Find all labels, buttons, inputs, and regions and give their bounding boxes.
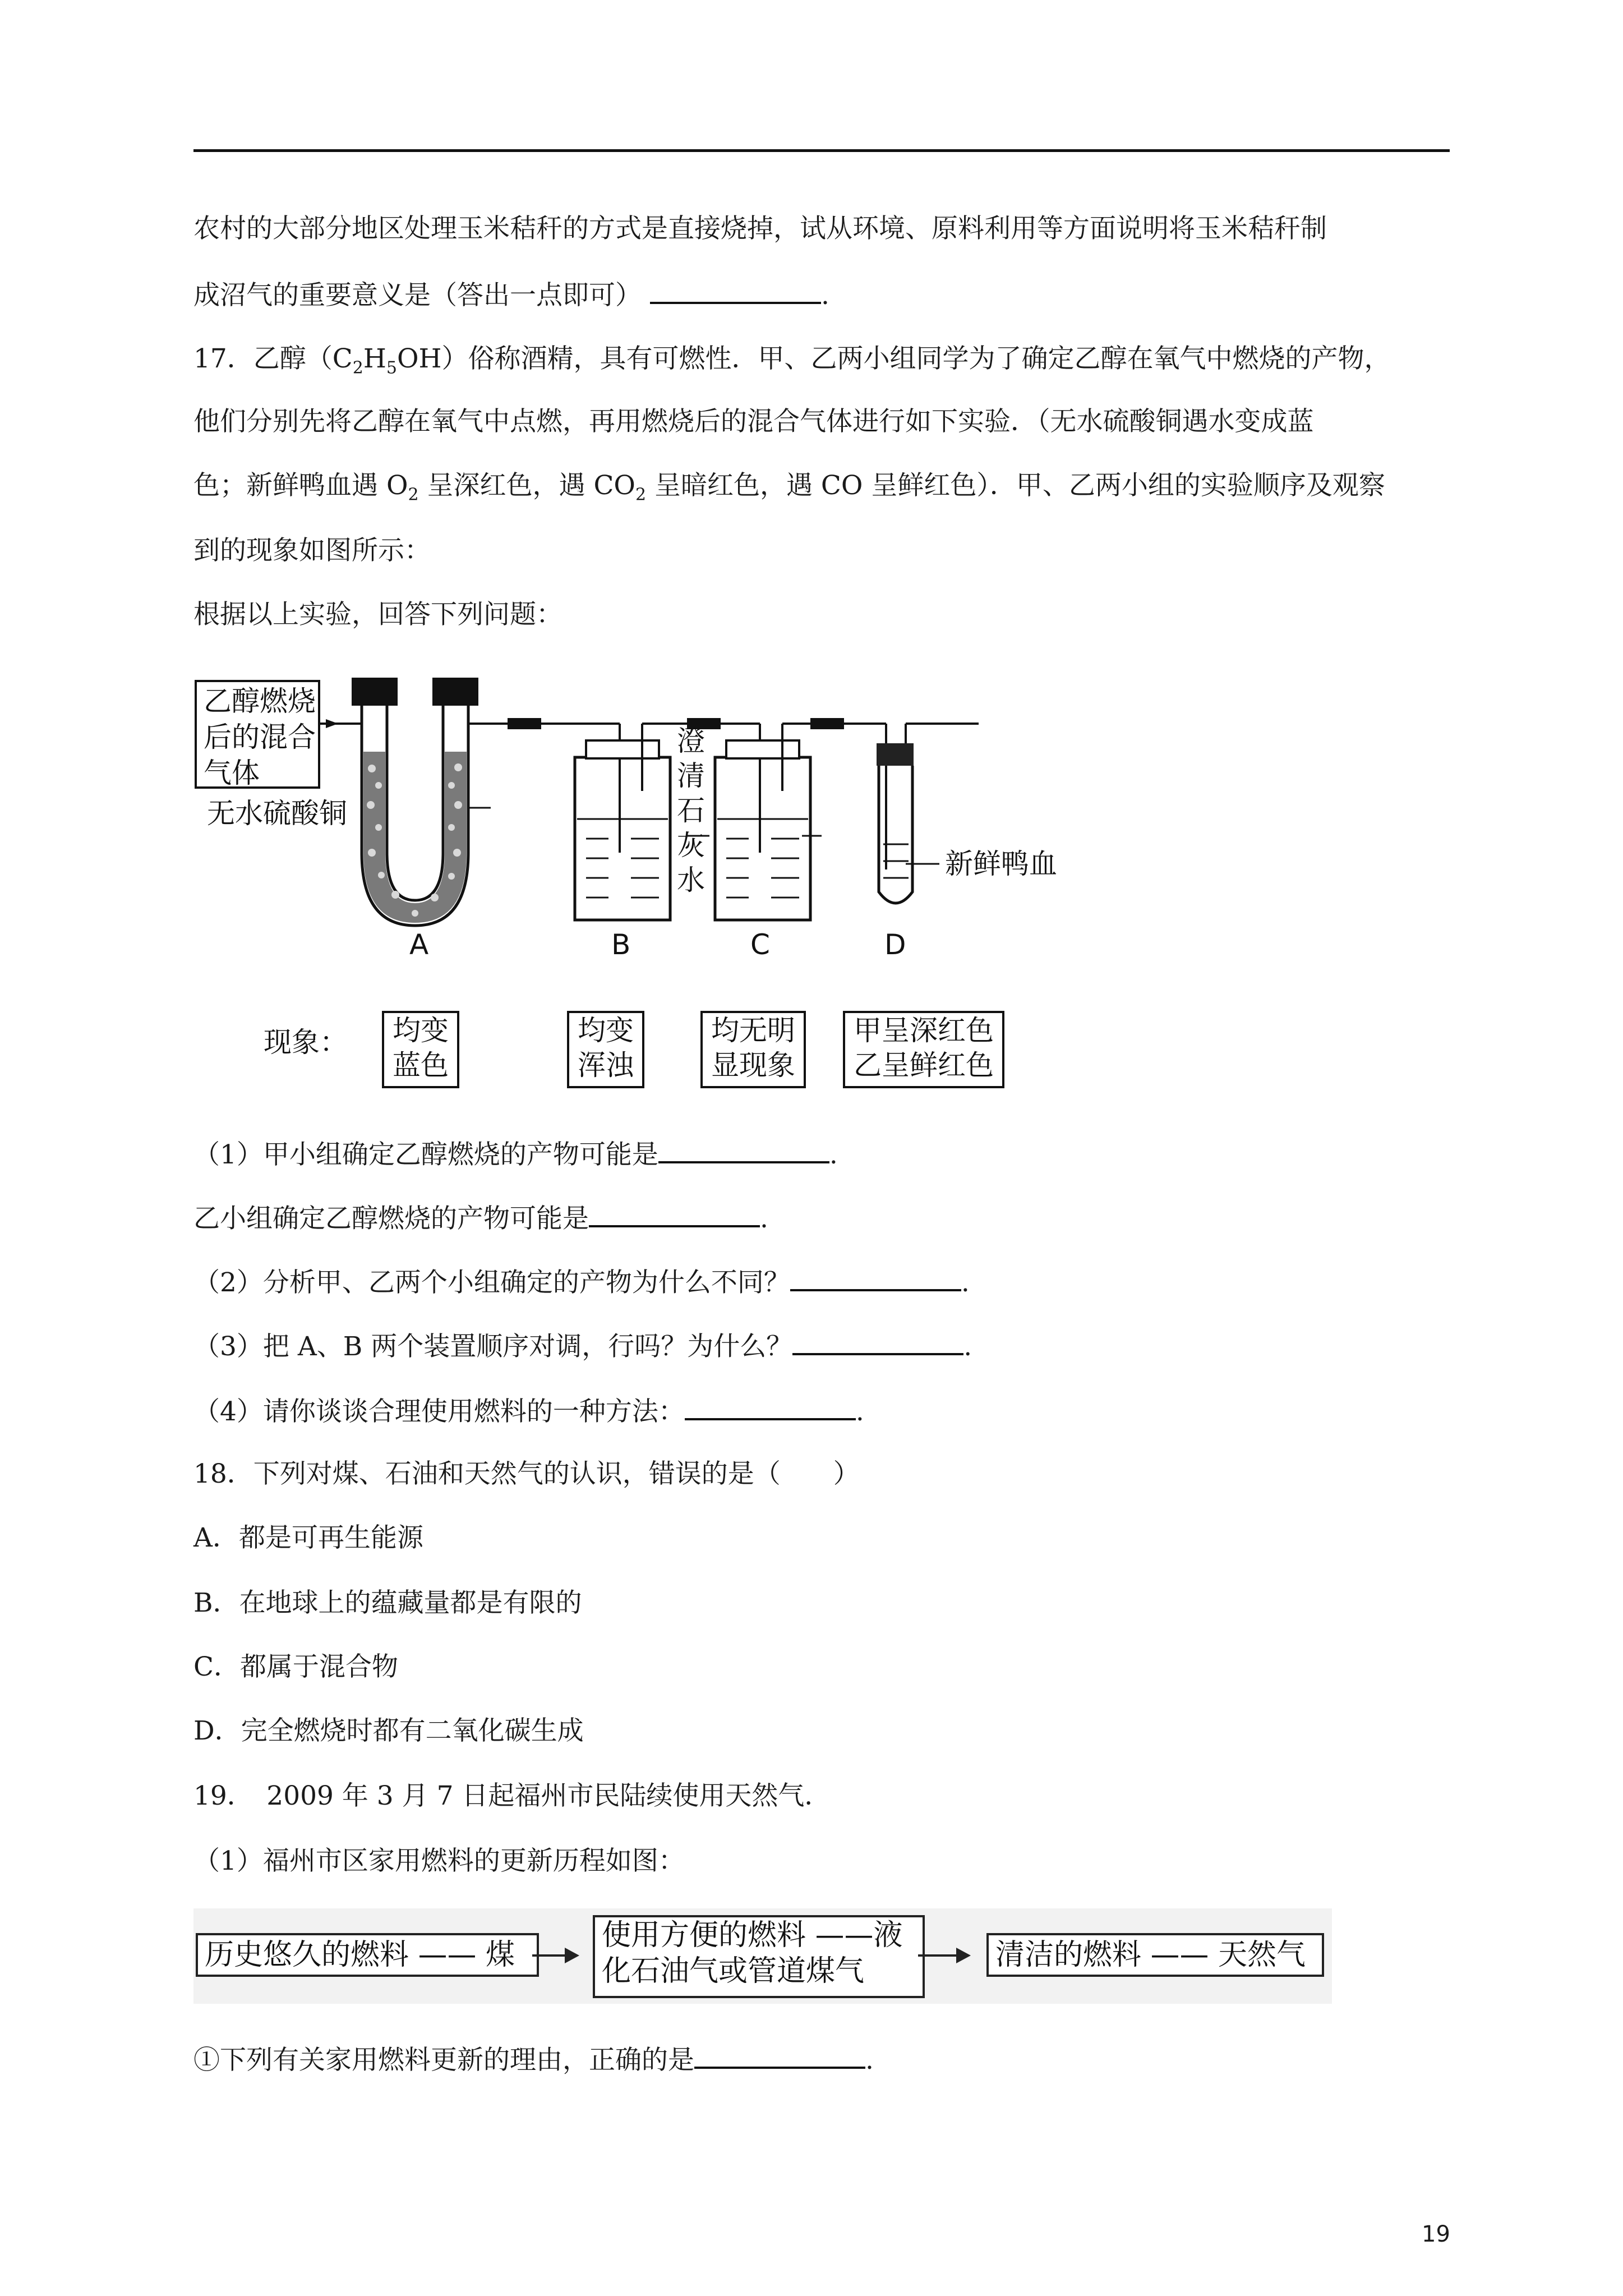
flow-box-natural-gas: 清洁的燃料 —— 天然气 (986, 1933, 1324, 1977)
q17-line-4: 到的现象如图所示： (193, 535, 431, 566)
answer-blank[interactable] (694, 2042, 865, 2069)
q17-line-3: 色；新鲜鸭血遇 $O_2$ 呈深红色，遇 $CO_2$ 呈暗红色，遇 CO 呈鲜红色）．甲、乙两小组的实验顺序及观察 (193, 470, 1385, 505)
reagent-label: 无水硫酸铜 (207, 797, 347, 830)
apparatus-letter-c: C (750, 928, 770, 961)
observation-d: 甲呈深红色 乙呈鲜红色 (843, 1011, 1004, 1088)
flow-arrow-1 (532, 1954, 577, 1957)
answer-blank[interactable] (589, 1200, 760, 1227)
answer-blank[interactable] (658, 1137, 829, 1163)
apparatus-letter-b: B (611, 928, 631, 961)
q17-line-1: 17．乙醇$(C_2H_5OH)$俗称酒精，具有可燃性．甲、乙两小组同学为了确定乙醇在氧气中燃烧的产物， (193, 343, 1391, 378)
limewater-label: 澄 清 石 灰 水 (677, 725, 705, 896)
q19-item1: ①下列有关家用燃料更新的理由，正确的是 . (193, 2042, 874, 2077)
observation-b: 均变 浑浊 (567, 1011, 644, 1088)
fuel-flow-diagram (193, 1908, 1332, 2004)
q19-sub1: （1）福州市区家用燃料的更新历程如图： (193, 1846, 685, 1876)
q18-stem: 18．下列对煤、石油和天然气的认识，错误的是（ ） (193, 1458, 860, 1489)
observation-c: 均无明 显现象 (700, 1011, 806, 1088)
apparatus-letter-a: A (409, 928, 429, 961)
answer-blank[interactable] (650, 277, 821, 304)
q19-stem: 19． 2009 年 3 月 7 日起福州市民陆续使用天然气． (193, 1780, 831, 1811)
header-rule (193, 149, 1450, 152)
blood-label: 新鲜鸭血 (945, 848, 1057, 880)
intro-line-2: 成沼气的重要意义是（答出一点即可） . (193, 277, 829, 312)
page-number: 19 (1422, 2221, 1450, 2247)
q18-option-b: B．在地球上的蕴藏量都是有限的 (193, 1588, 582, 1618)
flow-box-lpg: 使用方便的燃料 ——液 化石油气或管道煤气 (593, 1915, 925, 1998)
answer-blank[interactable] (792, 1328, 963, 1355)
q17-line-2: 他们分别先将乙醇在氧气中点燃，再用燃烧后的混合气体进行如下实验．（无水硫酸铜遇水变成蓝 (193, 406, 1314, 437)
apparatus-figure (193, 668, 1078, 1101)
q17-sub3: （3）把 A、B 两个装置顺序对调，行吗？为什么？ . (193, 1328, 972, 1364)
apparatus-letter-d: D (884, 928, 906, 961)
q17-sub2: （2）分析甲、乙两个小组确定的产物为什么不同？ . (193, 1264, 970, 1300)
q17-line-5: 根据以上实验，回答下列问题： (193, 599, 562, 630)
q18-option-d: D．完全燃烧时都有二氧化碳生成 (193, 1715, 584, 1746)
answer-blank[interactable] (790, 1264, 961, 1291)
q17-sub1-b: 乙小组确定乙醇燃烧的产物可能是 . (193, 1200, 768, 1236)
q17-sub4: （4）请你谈谈合理使用燃料的一种方法： . (193, 1393, 864, 1429)
flow-arrow-2 (918, 1954, 969, 1957)
flow-box-coal: 历史悠久的燃料 —— 煤 (196, 1933, 539, 1977)
gas-label: 乙醇燃烧 后的混合 气体 (204, 685, 316, 789)
answer-blank[interactable] (685, 1393, 856, 1420)
q17-sub1-a: （1）甲小组确定乙醇燃烧的产物可能是 . (193, 1137, 838, 1172)
observation-label: 现象： (264, 1026, 348, 1059)
observation-a: 均变 蓝色 (382, 1011, 459, 1088)
q18-option-a: A．都是可再生能源 (193, 1522, 423, 1553)
intro-line-1: 农村的大部分地区处理玉米秸秆的方式是直接烧掉，试从环境、原料利用等方面说明将玉米秸秆制 (193, 213, 1327, 244)
q18-option-c: C．都属于混合物 (193, 1651, 398, 1682)
